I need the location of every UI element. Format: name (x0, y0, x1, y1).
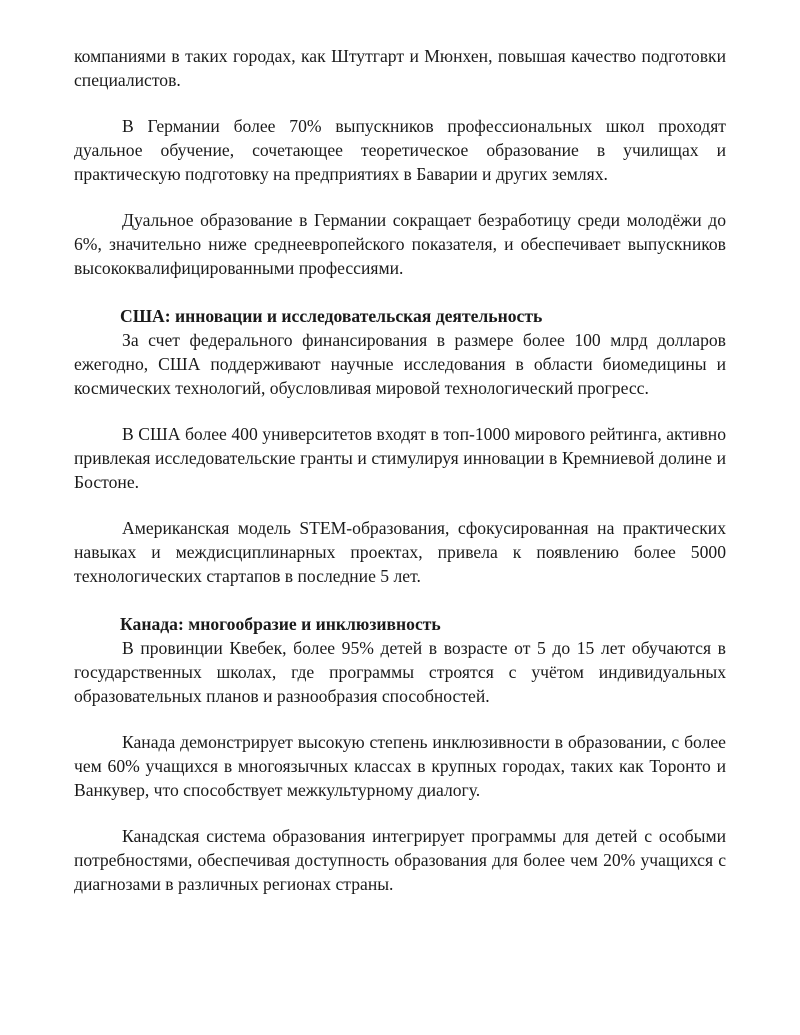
paragraph-germany-dual-training: В Германии более 70% выпускников профессиональных школ проходят дуальное обучение, сочетающее теоретическое образование в училищах и практическую подготовку на предприятиях в Баварии и других землях. (74, 116, 726, 184)
paragraph-canada-quebec: В провинции Квебек, более 95% детей в возрасте от 5 до 15 лет обучаются в государственных школах, где программы строятся с учётом индивидуальных образовательных планов и разнообразия способностей. (74, 638, 726, 706)
paragraph-usa-funding: За счет федерального финансирования в размере более 100 млрд долларов ежегодно, США поддерживают научные исследования в области биомедицины и космических технологий, обусловливая мировой технологический прогресс. (74, 330, 726, 398)
paragraph-canada-special-needs: Канадская система образования интегрирует программы для детей с особыми потребностями, обеспечивая доступность образования для более чем 20% учащихся с диагнозами в различных регионах страны. (74, 826, 726, 894)
section-heading-usa: США: инновации и исследовательская деятельность (120, 306, 543, 326)
section-heading-canada: Канада: многообразие и инклюзивность (120, 614, 441, 634)
paragraph-usa-universities: В США более 400 университетов входят в топ-1000 мирового рейтинга, активно привлекая исследовательские гранты и стимулируя инновации в Кремниевой долине и Бостоне. (74, 424, 726, 492)
document-page (74, 44, 726, 896)
paragraph-canada-inclusivity: Канада демонстрирует высокую степень инклюзивности в образовании, с более чем 60% учащихся в многоязычных классах в крупных городах, таких как Торонто и Ванкувер, что способствует межкультурному диалогу. (74, 732, 726, 800)
paragraph-usa-stem: Американская модель STEM-образования, сфокусированная на практических навыках и междисциплинарных проектах, привела к появлению более 5000 технологических стартапов в последние 5 лет. (74, 518, 726, 586)
paragraph-germany-unemployment: Дуальное образование в Германии сокращает безработицу среди молодёжи до 6%, значительно ниже среднеевропейского показателя, и обеспечивает выпускников высококвалифицированными профессиями. (74, 210, 726, 278)
paragraph-germany-cities: компаниями в таких городах, как Штутгарт и Мюнхен, повышая качество подготовки специалистов. (74, 46, 726, 90)
